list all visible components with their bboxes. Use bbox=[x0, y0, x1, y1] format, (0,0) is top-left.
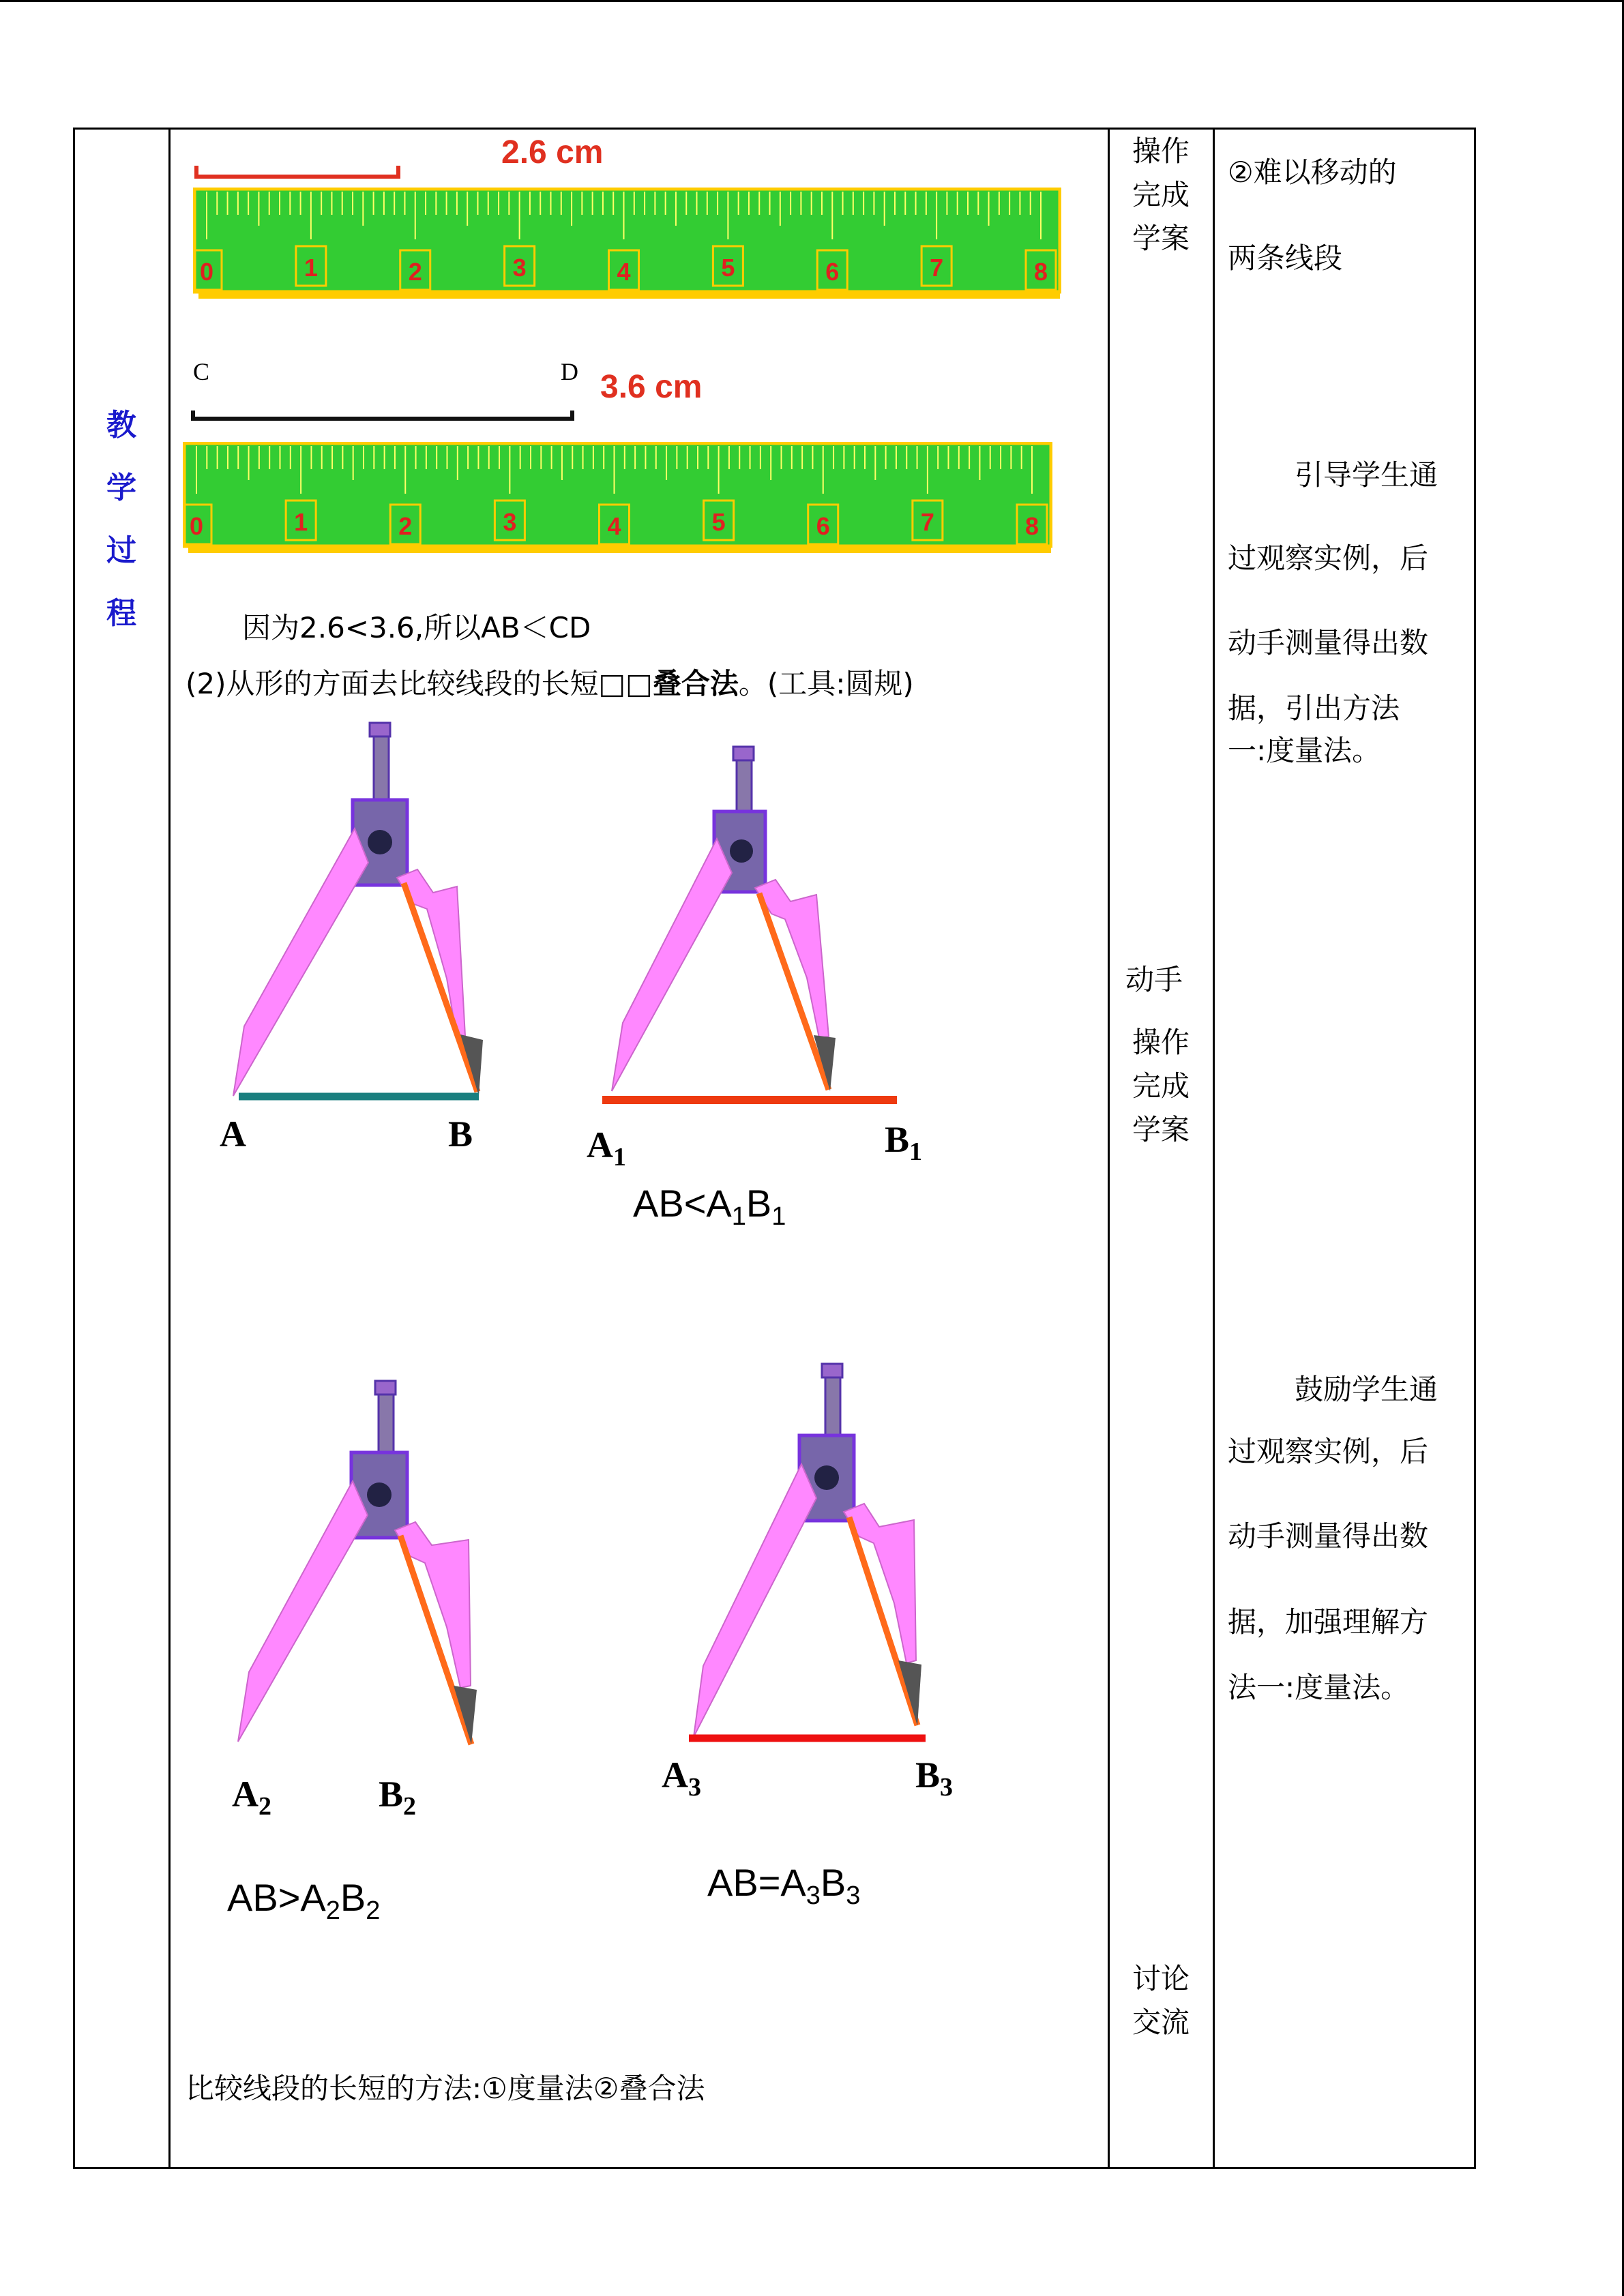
point-a1-label bbox=[587, 1124, 626, 1172]
ruler-number: 2 bbox=[408, 258, 422, 286]
point-a-label: A bbox=[220, 1114, 246, 1154]
ruler-number: 2 bbox=[398, 512, 413, 540]
ruler-number: 5 bbox=[721, 254, 735, 282]
point-subscript: 1 bbox=[613, 1142, 626, 1172]
activity-operate-complete bbox=[1113, 130, 1209, 260]
ruler-number: 4 bbox=[607, 512, 621, 540]
heading-char: 程 bbox=[106, 596, 136, 631]
point-letter: B bbox=[379, 1774, 404, 1815]
point-letter: B bbox=[885, 1119, 910, 1160]
design-note-line: 过观察实例，后 bbox=[1228, 1435, 1429, 1468]
ruler-number: 1 bbox=[294, 508, 308, 536]
point-subscript: 1 bbox=[909, 1137, 923, 1166]
relation-subscript: 3 bbox=[846, 1881, 861, 1911]
ruler-number: 3 bbox=[512, 254, 527, 282]
point-b3-label bbox=[915, 1754, 953, 1802]
design-note-line: 据，加强理解方 bbox=[1228, 1605, 1429, 1639]
ruler-number: 7 bbox=[930, 254, 944, 282]
activity-line: 学案 bbox=[1132, 222, 1190, 255]
ruler-number: 5 bbox=[711, 508, 726, 536]
method-two-name: 叠合法 bbox=[652, 667, 739, 700]
methods-summary: 比较线段的长短的方法:①度量法②叠合法 bbox=[186, 2072, 705, 2105]
heading-char: 学 bbox=[106, 471, 136, 505]
compass-figure-a2b2 bbox=[228, 1377, 501, 1746]
relation-subscript: 1 bbox=[731, 1202, 746, 1232]
ruler-number: 0 bbox=[189, 512, 204, 540]
point-c-label: C bbox=[193, 358, 210, 385]
point-b2-label bbox=[379, 1773, 416, 1821]
ruler-number: 3 bbox=[503, 508, 517, 536]
missing-glyph-boxes: □□ bbox=[598, 667, 653, 700]
relation-part: B bbox=[820, 1861, 846, 1904]
design-note-line: 一:度量法。 bbox=[1228, 734, 1381, 767]
relation-part: B bbox=[745, 1182, 772, 1225]
ruler-graphic bbox=[193, 188, 1061, 300]
heading-char: 教 bbox=[106, 408, 136, 443]
column-divider bbox=[1213, 130, 1215, 2167]
activity-discuss bbox=[1113, 1957, 1209, 2044]
point-letter: B bbox=[915, 1755, 941, 1795]
compass-figure-a3b3 bbox=[685, 1360, 948, 1746]
activity-line: 完成 bbox=[1132, 178, 1190, 211]
ruler-number: 4 bbox=[617, 258, 631, 286]
relation-part: B bbox=[340, 1876, 366, 1919]
method-two-intro: (2)从形的方面去比较线段的长短 bbox=[186, 667, 599, 700]
design-note-line: 动手测量得出数 bbox=[1228, 626, 1429, 659]
design-note-line: 动手测量得出数 bbox=[1228, 1519, 1429, 1553]
design-note-line: 法一:度量法。 bbox=[1228, 1671, 1410, 1704]
point-letter: A bbox=[662, 1755, 688, 1795]
design-note-line: 两条线段 bbox=[1228, 241, 1343, 275]
ruler-number: 1 bbox=[304, 254, 318, 282]
point-subscript: 3 bbox=[688, 1772, 701, 1802]
point-b-label: B bbox=[448, 1114, 473, 1154]
comparison-statement: 因为2.6<3.6,所以AB＜CD bbox=[242, 611, 591, 644]
point-letter: A bbox=[232, 1774, 259, 1815]
design-note-line: 引导学生通 bbox=[1295, 458, 1438, 492]
point-d-label: D bbox=[561, 358, 578, 385]
design-note-line: 据，引出方法 bbox=[1228, 691, 1400, 725]
point-subscript: 2 bbox=[259, 1791, 271, 1821]
activity-line: 完成 bbox=[1132, 1069, 1190, 1103]
point-letter: A bbox=[587, 1124, 613, 1165]
relation-part: AB=A bbox=[707, 1861, 806, 1904]
activity-operate-complete-2 bbox=[1113, 1021, 1209, 1152]
design-note-line: 鼓励学生通 bbox=[1295, 1373, 1438, 1406]
point-subscript: 3 bbox=[940, 1772, 954, 1802]
point-subscript: 2 bbox=[403, 1791, 417, 1821]
column-divider bbox=[1108, 130, 1110, 2167]
activity-line: 操作 bbox=[1132, 134, 1190, 168]
relation-subscript: 2 bbox=[325, 1896, 340, 1926]
ruler-graphic bbox=[183, 442, 1052, 554]
relation-ab-greater bbox=[227, 1875, 380, 1926]
ruler-one bbox=[193, 188, 1061, 300]
ruler-number: 8 bbox=[1033, 258, 1048, 286]
cd-length-label: 3.6 cm bbox=[600, 369, 703, 405]
ab-measure-bracket bbox=[194, 160, 402, 181]
ruler-number: 8 bbox=[1024, 512, 1039, 540]
activity-line: 动手 bbox=[1125, 963, 1183, 996]
activity-line: 讨论 bbox=[1132, 1962, 1190, 1995]
ruler-number: 6 bbox=[816, 512, 830, 540]
column-divider bbox=[168, 130, 171, 2167]
activity-hands-on bbox=[1106, 958, 1202, 1002]
ruler-number: 0 bbox=[199, 258, 214, 286]
design-note-line: 过观察实例，后 bbox=[1228, 541, 1429, 575]
relation-ab-less bbox=[633, 1181, 786, 1232]
ruler-edge bbox=[188, 548, 1051, 553]
relation-ab-equal bbox=[707, 1860, 860, 1911]
ruler-two bbox=[183, 442, 1052, 554]
relation-subscript: 1 bbox=[771, 1202, 786, 1232]
point-a2-label bbox=[232, 1773, 271, 1821]
cd-segment bbox=[191, 408, 576, 424]
ruler-edge bbox=[198, 293, 1060, 299]
ruler-number: 7 bbox=[920, 508, 934, 536]
relation-subscript: 3 bbox=[806, 1881, 821, 1911]
method-two-line bbox=[186, 661, 914, 702]
page-top-border bbox=[0, 0, 1624, 2]
section-heading-teaching-process bbox=[101, 394, 142, 645]
relation-subscript: 2 bbox=[366, 1896, 381, 1926]
compass-figure-a1b1 bbox=[597, 743, 911, 1112]
activity-line: 学案 bbox=[1132, 1113, 1190, 1146]
ruler-number: 6 bbox=[825, 258, 840, 286]
activity-line: 操作 bbox=[1132, 1026, 1190, 1059]
point-b1-label bbox=[885, 1118, 922, 1167]
relation-part: AB<A bbox=[633, 1182, 732, 1225]
ab-length-label: 2.6 cm bbox=[501, 134, 604, 170]
design-note-line: ②难以移动的 bbox=[1228, 155, 1397, 189]
point-a3-label bbox=[662, 1754, 701, 1802]
activity-line: 交流 bbox=[1132, 2006, 1190, 2039]
heading-char: 过 bbox=[106, 533, 136, 568]
method-two-tool: 。(工具:圆规) bbox=[738, 667, 914, 700]
relation-part: AB>A bbox=[227, 1876, 326, 1919]
compass-figure-ab bbox=[225, 719, 498, 1108]
